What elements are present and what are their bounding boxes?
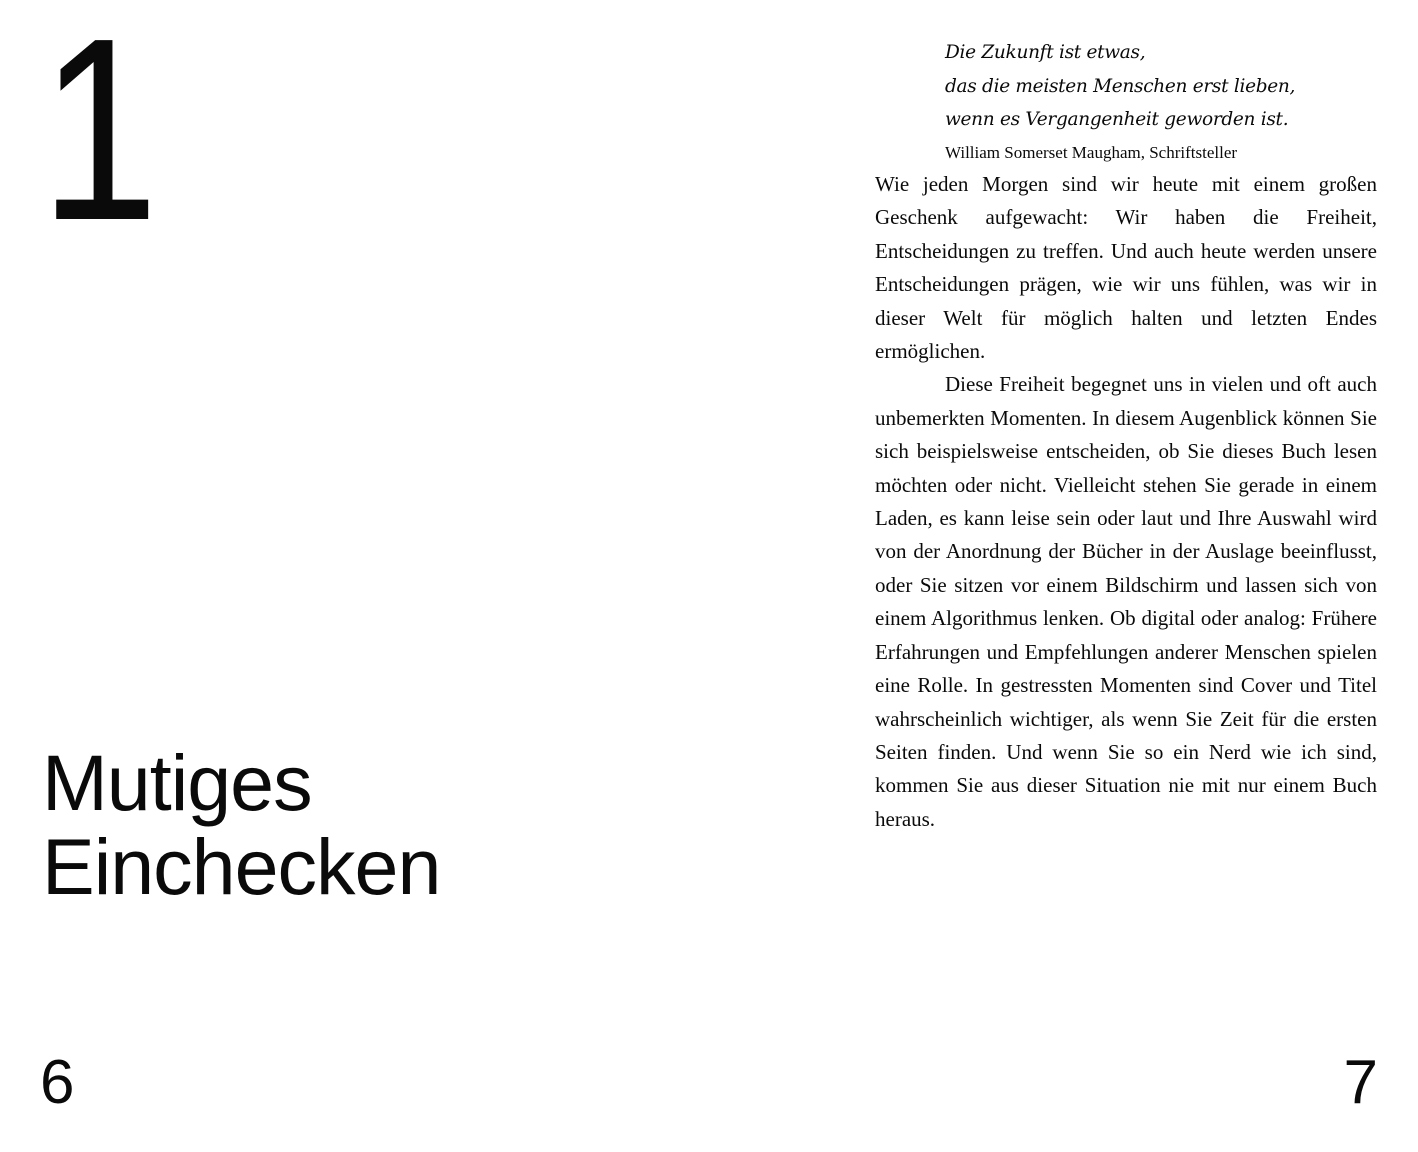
epigraph-line: wenn es Vergangenheit geworden ist. (945, 109, 1289, 130)
body-text (875, 168, 1377, 836)
body-paragraph: Wie jeden Morgen sind wir heute mit einem großen Geschenk aufgewacht: Wir haben die Freiheit, Entscheidungen zu treffen. Und auch heute werden unsere Entscheidungen prägen, wie wir uns fühlen, was wir in dieser Welt für möglich halten und letzten Endes ermöglichen. (875, 172, 1377, 364)
page-number-right: 7 (1343, 1048, 1378, 1117)
chapter-title (42, 738, 441, 911)
chapter-title-line-1: Mutiges (42, 738, 312, 827)
body-paragraph: Diese Freiheit begegnet uns in vielen und oft auch unbemerkten Momenten. In diesem Augenblick können Sie sich beispielsweise entscheiden, ob Sie dieses Buch lesen möchten oder nicht. Vielleicht stehen Sie gerade in einem Laden, es kann leise sein oder laut und Ihre Auswahl wird von der Anordnung der Bücher in der Auslage beeinflusst, oder Sie sitzen vor einem Bildschirm und lassen sich von einem Algorithmus lenken. Ob digital oder analog: Frühere Erfahrungen und Empfehlungen anderer Menschen spielen eine Rolle. In gestressten Momenten sind Cover und Titel wahrscheinlich wichtiger, als wenn Sie Zeit für die ersten Seiten finden. Und wenn Sie so ein Nerd wie ich sind, kommen Sie aus dieser Situation nie mit nur einem Buch heraus. (875, 372, 1377, 831)
epigraph-source: William Somerset Maugham, Schriftsteller (945, 142, 1238, 162)
epigraph-line: das die meisten Menschen erst lieben, (945, 75, 1296, 97)
chapter-number: 1 (40, 0, 154, 275)
epigraph-line: Die Zukunft ist etwas, (945, 42, 1146, 63)
epigraph (945, 36, 1385, 167)
page-number-left: 6 (40, 1048, 75, 1117)
chapter-title-line-2: Einchecken (42, 822, 441, 911)
